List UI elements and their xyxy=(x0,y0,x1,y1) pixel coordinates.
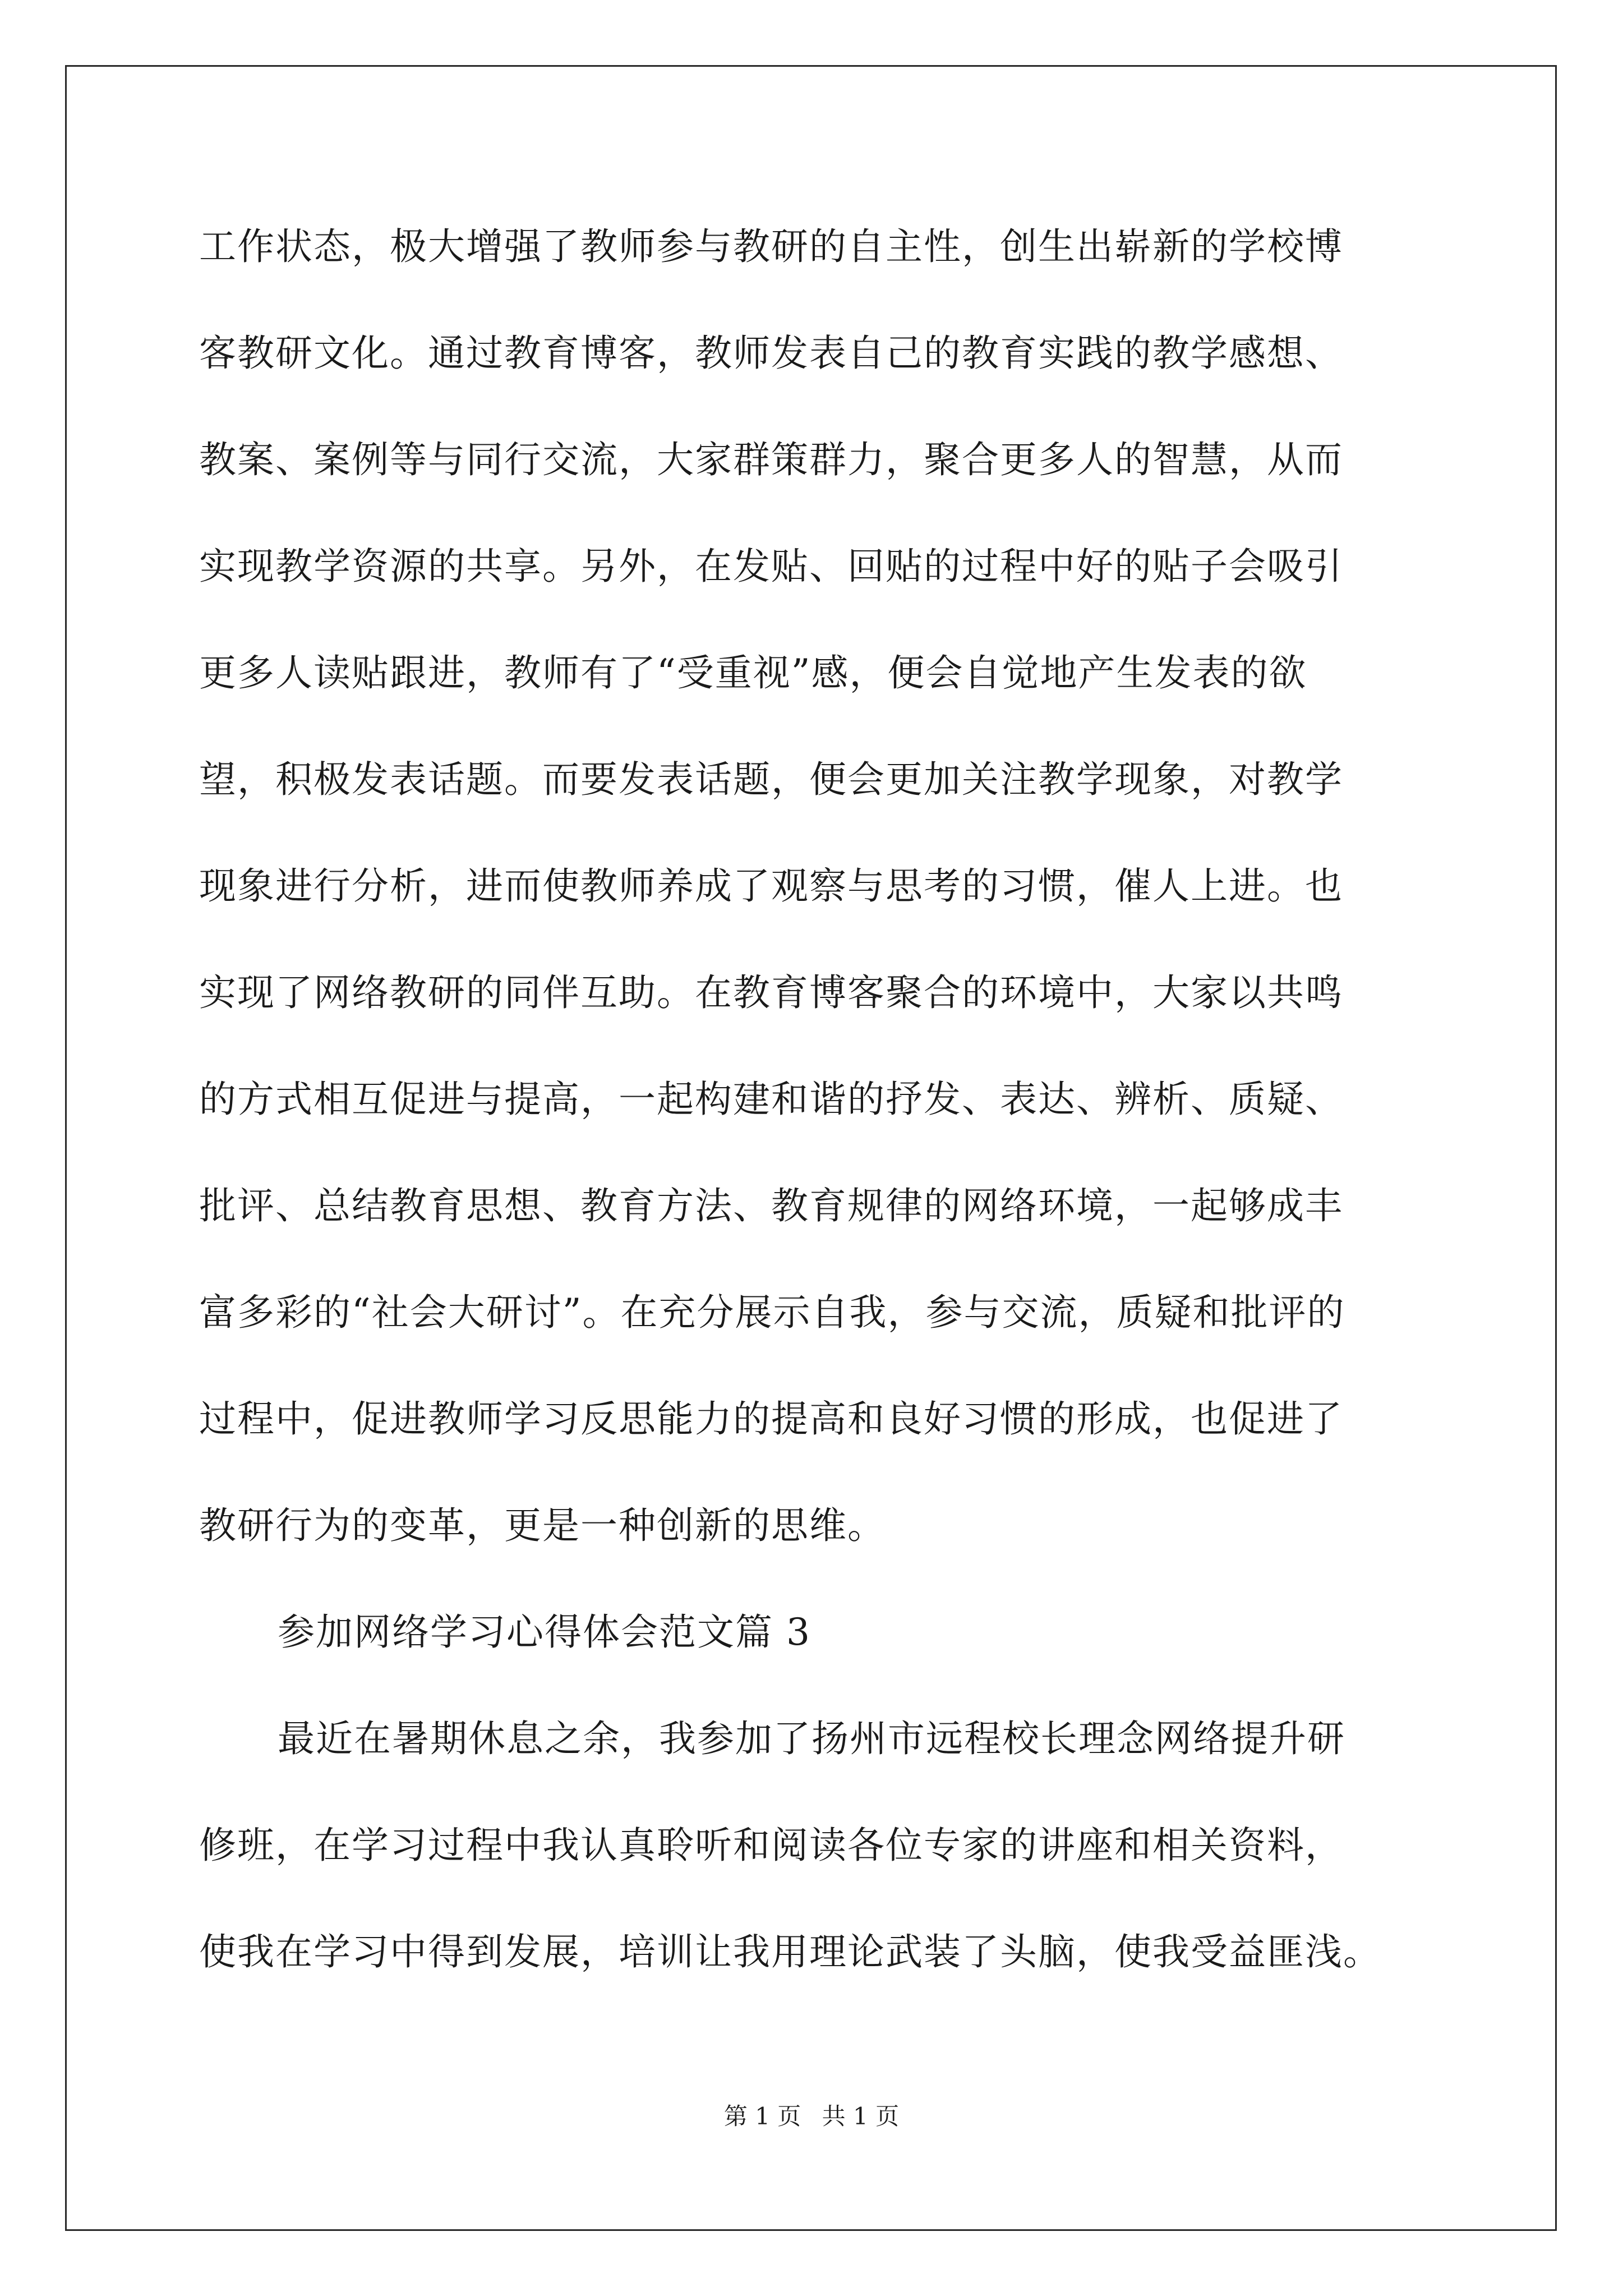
text-line: 教研行为的变革，更是一种创新的思维。 xyxy=(199,1504,886,1547)
text-line: 富多彩的“社会大研讨”。在充分展示自我，参与交流，质疑和批评的 xyxy=(199,1291,1345,1334)
text-line: 使我在学习中得到发展，培训让我用理论武装了头脑，使我受益匪浅。 xyxy=(199,1930,1381,1973)
paragraph-1 xyxy=(199,213,1433,1599)
text-line: 工作状态，极大增强了教师参与教研的自主性，创生出崭新的学校博 xyxy=(199,225,1343,268)
page-number: 第 1 页 xyxy=(723,2102,801,2130)
text-line: 实现教学资源的共享。另外，在发贴、回贴的过程中好的贴子会吸引 xyxy=(199,545,1343,588)
paragraph-2 xyxy=(199,1705,1433,2025)
document-body xyxy=(199,213,1433,2025)
text-line: 批评、总结教育思想、教育方法、教育规律的网络环境，一起够成丰 xyxy=(199,1184,1343,1227)
text-line: 修班，在学习过程中我认真聆听和阅读各位专家的讲座和相关资料， xyxy=(199,1824,1343,1867)
text-line: 的方式相互促进与提高，一起构建和谐的抒发、表达、辨析、质疑、 xyxy=(199,1078,1343,1121)
page-total: 共 1 页 xyxy=(822,2102,900,2130)
text-line: 现象进行分析，进而使教师养成了观察与思考的习惯，催人上进。也 xyxy=(199,864,1343,908)
section-heading: 参加网络学习心得体会范文篇 3 xyxy=(278,1611,811,1654)
text-line: 客教研文化。通过教育博客，教师发表自己的教育实践的教学感想、 xyxy=(199,332,1343,375)
text-line: 望，积极发表话题。而要发表话题，便会更加关注教学现象，对教学 xyxy=(199,758,1343,801)
text-line: 教案、案例等与同行交流，大家群策群力，聚合更多人的智慧，从而 xyxy=(199,438,1343,481)
text-line: 更多人读贴跟进，教师有了“受重视”感，便会自觉地产生发表的欲 xyxy=(199,651,1307,694)
text-line: 最近在暑期休息之余，我参加了扬州市远程校长理念网络提升研 xyxy=(278,1717,1345,1760)
page-footer xyxy=(0,2098,1623,2132)
text-line: 过程中，促进教师学习反思能力的提高和良好习惯的形成，也促进了 xyxy=(199,1397,1343,1441)
text-line: 实现了网络教研的同伴互助。在教育博客聚合的环境中，大家以共鸣 xyxy=(199,971,1343,1014)
